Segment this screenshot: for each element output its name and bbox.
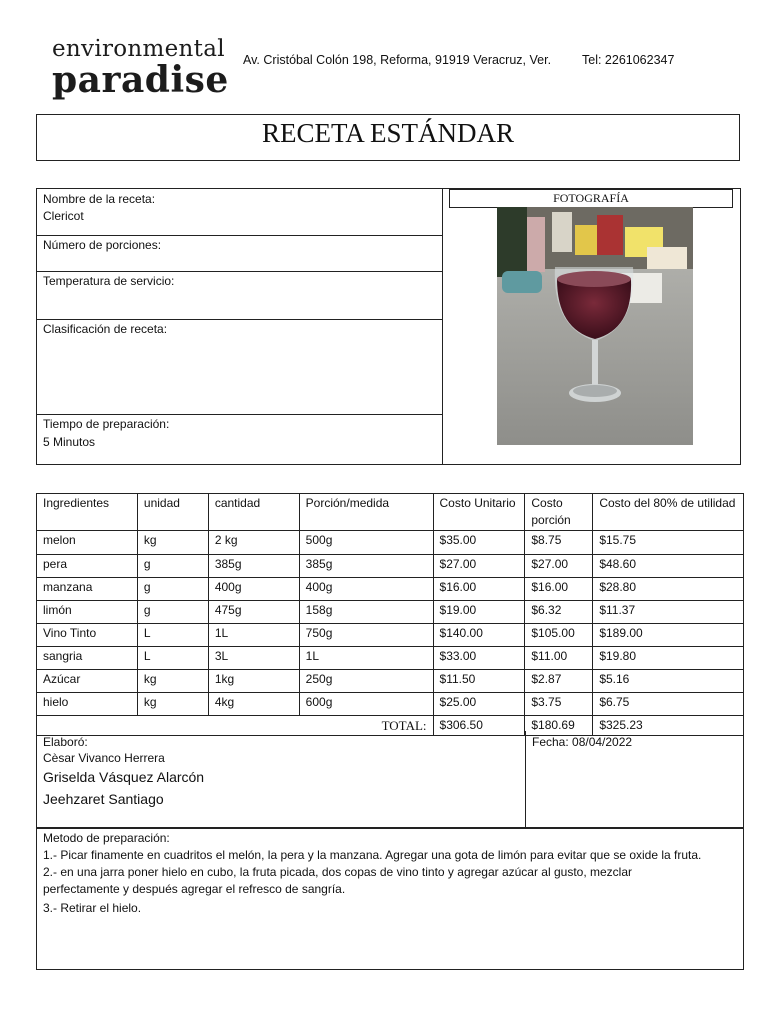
table-row [37, 531, 744, 555]
table-cell: $27.00 [433, 555, 525, 578]
logo-line-2: paradise [52, 59, 229, 101]
table-cell: $11.50 [433, 670, 525, 693]
table-cell: 1kg [208, 670, 299, 693]
table-cell: $140.00 [433, 624, 525, 647]
table-cell: 500g [299, 531, 433, 555]
table-cell: 750g [299, 624, 433, 647]
classification-label: Clasificación de receta: [43, 322, 168, 336]
table-cell: $16.00 [525, 578, 593, 601]
table-cell: hielo [37, 693, 138, 716]
table-cell: L [137, 647, 208, 670]
author-name: Jeehzaret Santiago [43, 791, 164, 807]
table-row [37, 670, 744, 693]
divider [36, 271, 443, 272]
prep-time-value: 5 Minutos [43, 435, 96, 449]
table-cell: $2.87 [525, 670, 593, 693]
service-temp-label: Temperatura de servicio: [43, 274, 175, 288]
column-header: Ingredientes [37, 494, 138, 531]
table-cell: 600g [299, 693, 433, 716]
table-cell: 385g [208, 555, 299, 578]
date-text: Fecha: 08/04/2022 [532, 735, 633, 749]
photo-label: FOTOGRAFÍA [449, 189, 733, 208]
table-cell: 3L [208, 647, 299, 670]
method-step: perfectamente y después agregar el refresco de sangría. [43, 882, 346, 896]
table-cell: $19.00 [433, 601, 525, 624]
table-cell: $15.75 [593, 531, 744, 555]
table-row [37, 555, 744, 578]
divider [36, 235, 443, 236]
method-step: 2.- en una jarra poner hielo en cubo, la fruta picada, dos copas de vino tinto y agregar azúcar al gusto, mezclar [43, 865, 633, 879]
table-row [37, 578, 744, 601]
portions-label: Número de porciones: [43, 238, 162, 252]
total-unit-cost: $306.50 [433, 716, 525, 736]
table-cell: 400g [208, 578, 299, 601]
authors-label: Elaboró: [43, 735, 88, 749]
table-cell: L [137, 624, 208, 647]
table-cell: kg [137, 531, 208, 555]
table-cell: 400g [299, 578, 433, 601]
method-step: 3.- Retirar el hielo. [43, 901, 142, 915]
method-label: Metodo de preparación: [43, 831, 170, 845]
column-header: Costo porción [525, 494, 593, 531]
table-cell: $189.00 [593, 624, 744, 647]
table-cell: 4kg [208, 693, 299, 716]
table-cell: $27.00 [525, 555, 593, 578]
table-row [37, 601, 744, 624]
table-cell: $28.80 [593, 578, 744, 601]
table-cell: $6.32 [525, 601, 593, 624]
column-header: Porción/medida [299, 494, 433, 531]
table-cell: 1L [299, 647, 433, 670]
authors-divider [525, 731, 526, 828]
table-cell: g [137, 601, 208, 624]
table-cell: 475g [208, 601, 299, 624]
table-cell: $11.00 [525, 647, 593, 670]
table-cell: manzana [37, 578, 138, 601]
ingredients-table [36, 493, 744, 736]
column-header: cantidad [208, 494, 299, 531]
table-cell: $6.75 [593, 693, 744, 716]
prep-time-label: Tiempo de preparación: [43, 417, 170, 431]
table-cell: 2 kg [208, 531, 299, 555]
table-cell: pera [37, 555, 138, 578]
table-row [37, 624, 744, 647]
method-step: 1.- Picar finamente en cuadritos el melón, la pera y la manzana. Agregar una gota de limón para evitar que se oxide la fruta. [43, 848, 702, 862]
table-row [37, 647, 744, 670]
table-cell: $5.16 [593, 670, 744, 693]
author-name: Griselda Vásquez Alarcón [43, 769, 205, 785]
table-cell: $105.00 [525, 624, 593, 647]
column-header: Costo del 80% de utilidad [593, 494, 744, 531]
table-cell: g [137, 578, 208, 601]
table-header-row [37, 494, 744, 531]
recipe-photo [497, 207, 693, 445]
page-title: RECETA ESTÁNDAR [261, 118, 515, 148]
table-cell: $8.75 [525, 531, 593, 555]
phone-text: Tel: 2261062347 [582, 53, 675, 67]
total-utility-cost: $325.23 [593, 716, 744, 736]
table-cell: sangria [37, 647, 138, 670]
recipe-name-label: Nombre de la receta: [43, 192, 156, 206]
table-cell: 158g [299, 601, 433, 624]
table-cell: g [137, 555, 208, 578]
recipe-name-value: Clericot [43, 209, 84, 223]
table-cell: $16.00 [433, 578, 525, 601]
table-cell: $35.00 [433, 531, 525, 555]
table-cell: limón [37, 601, 138, 624]
table-cell: $3.75 [525, 693, 593, 716]
table-cell: 1L [208, 624, 299, 647]
table-cell: $25.00 [433, 693, 525, 716]
total-label: TOTAL: [37, 716, 434, 736]
total-portion-cost: $180.69 [525, 716, 593, 736]
table-cell: Vino Tinto [37, 624, 138, 647]
author-name: Cèsar Vivanco Herrera [43, 751, 165, 765]
divider [36, 319, 443, 320]
divider [36, 414, 443, 415]
table-cell: $11.37 [593, 601, 744, 624]
table-cell: $33.00 [433, 647, 525, 670]
table-cell: kg [137, 693, 208, 716]
table-cell: Azúcar [37, 670, 138, 693]
table-cell: 250g [299, 670, 433, 693]
column-header: Costo Unitario [433, 494, 525, 531]
table-row [37, 693, 744, 716]
table-cell: melon [37, 531, 138, 555]
address-text: Av. Cristóbal Colón 198, Reforma, 91919 Veracruz, Ver. [243, 53, 552, 67]
table-cell: $19.80 [593, 647, 744, 670]
table-cell: 385g [299, 555, 433, 578]
column-header: unidad [137, 494, 208, 531]
logo-line-1: environmental [52, 36, 225, 62]
table-cell: $48.60 [593, 555, 744, 578]
table-cell: kg [137, 670, 208, 693]
